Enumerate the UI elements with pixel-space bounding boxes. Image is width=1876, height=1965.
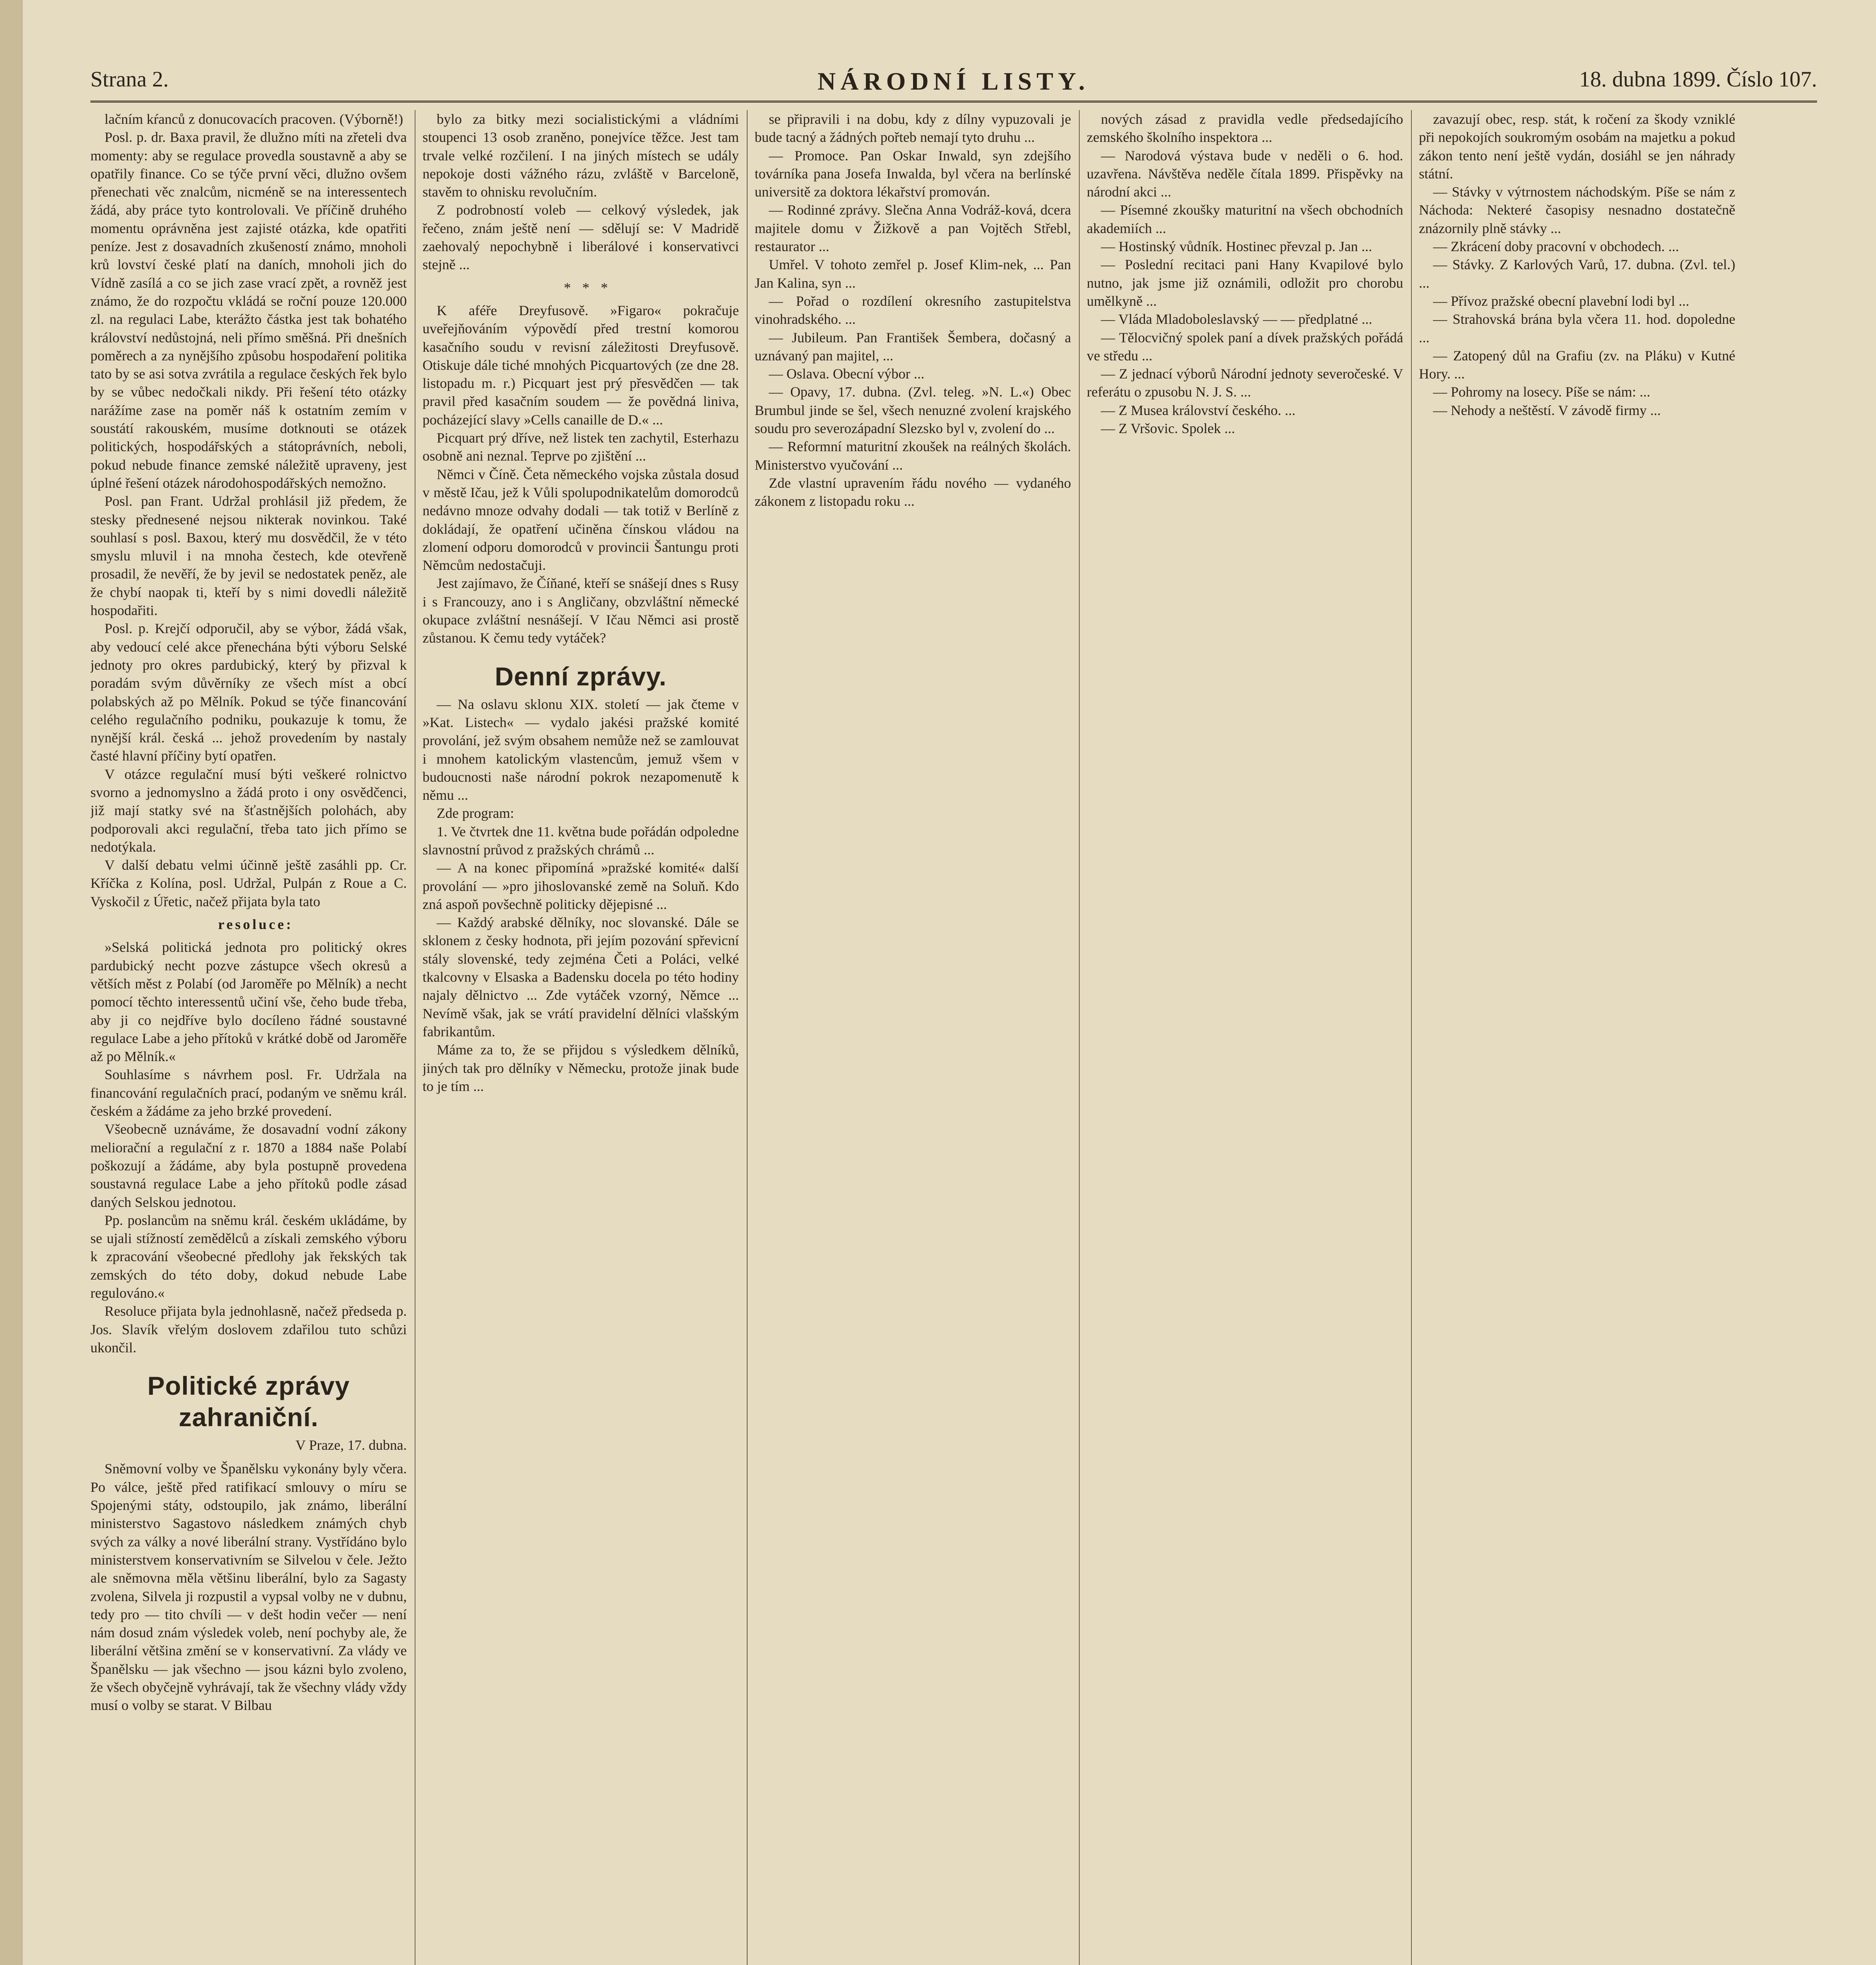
paragraph: — Opavy, 17. dubna. (Zvl. teleg. »N. L.«) Obec Brumbul jinde se šel, všech nenuzné zvolení krajského soudu pro severozápadní Slezsko byl v, zvolení do ...: [755, 384, 1071, 437]
column-1: [90, 110, 407, 1965]
paragraph: — Písemné zkoušky maturitní na všech obchodních akademiích ...: [1087, 202, 1403, 236]
paragraph: lačním kŕanců z donucovacích pracoven. (Výborně!): [105, 111, 403, 127]
paragraph: Sněmovní volby ve Španělsku vykonány byly včera. Po válce, ještě před ratifikací smlouvy o míru se Spojenými státy, odstoupilo, jak známo, liberální ministerstvo Sagastovo následkem známých chyb svých za války a nové liberální strany. Vystřídáno bylo ministerstvem konservativním se Silvelou v čele. Ježto ale sněmovna měla většinu liberální, bylo za Sagasty zvolena, Silvela ji rozpustil a vypsal volby ne v dubnu, tedy pro — tito chvíli — v dešt hodin večer — není nám dosud znám výsledek voleb, není pochyby ale, že liberální většina změní se v konservativní. Za vlády ve Španělsku — jak všechno — jsou kázni bylo zvoleno, že všech obyčejně vyhrávají, tak že všechny vlády vždy musí o volby se starat. V Bilbau: [90, 1461, 407, 1713]
paragraph: — A na konec připomíná »pražské komité« další provolání — »pro jihoslovanské země na Soluň. Kdo zná aspoň povšechně politicky dějepisné ...: [423, 860, 739, 912]
paragraph: — Přívoz pražské obecní plavební lodi byl ...: [1433, 293, 1689, 309]
paragraph: — Strahovská brána byla včera 11. hod. dopoledne ...: [1419, 311, 1735, 345]
column-4: [1087, 110, 1403, 1965]
column-divider: [1411, 110, 1412, 1965]
paragraph: Všeobecně uznáváme, že dosavadní vodní zákony meliorační a regulační z r. 1870 a 1884 naše Polabí poškozují a žádáme, aby byla postupně provedena soustavná regulace Labe a jeho přítoků podle zásad daných Selskou jednotou.: [90, 1121, 407, 1210]
page-label: Strana 2.: [90, 67, 169, 92]
column-divider: [1079, 110, 1080, 1965]
paragraph: — Vláda Mladoboleslavský — — předplatné ...: [1101, 311, 1373, 327]
section-title-foreign-politics: Politické zprávy zahraniční.: [147, 1371, 350, 1432]
paragraph: — Z Vršovic. Spolek ...: [1101, 421, 1235, 437]
paragraph: — Poslední recitaci pani Hany Kvapilové bylo nutno, jak jsme již oznámili, odložit pro chorobu umělkyně ...: [1087, 257, 1403, 309]
section-separator: * * *: [564, 279, 612, 296]
paragraph: Jest zajímavo, že Číňané, kteří se snášejí dnes s Rusy i s Francouzy, ano i s Angličany, obzvláštní německé okupace zvláštní nesnášejí. V Ičau Němci asi prostě zůstanou. K čemu tedy vytáček?: [423, 575, 739, 646]
paragraph: 1. Ve čtvrtek dne 11. května bude pořádán odpoledne slavnostní průvod z pražských chrámů ...: [423, 823, 739, 858]
header-rule: [90, 101, 1817, 103]
paragraph: — Na oslavu sklonu XIX. století — jak čteme v »Kat. Listech« — vydalo jakési pražské komité provolání, jež svým obsahem nemůže než se zamlouvat i mnohem katolickým vlastencům, jemuž všem v budoucnosti naše národní pokrok nezapomenutě k němu ...: [423, 696, 739, 803]
paragraph: — Oslava. Obecní výbor ...: [769, 366, 924, 382]
paragraph: — Tělocvičný spolek paní a dívek pražských pořádá ve středu ...: [1087, 329, 1403, 364]
paragraph: — Zkrácení doby pracovní v obchodech. ...: [1433, 239, 1679, 255]
paragraph: Souhlasíme s návrhem posl. Fr. Udržala na financování regulačních prací, podaným ve sněmu král. českém a žádáme za jeho brzké provedení.: [90, 1067, 407, 1119]
column-divider: [747, 110, 748, 1965]
paragraph: — Rodinné zprávy. Slečna Anna Vodráž-ková, dcera majitele domu v Žižkově a pan Vojtěch Střebl, restaurator ...: [755, 202, 1071, 255]
resolution-heading: resoluce:: [218, 916, 294, 933]
paragraph: — Jubileum. Pan František Šembera, dočasný a uznávaný pan majitel, ...: [755, 329, 1071, 364]
masthead-title: NÁRODNÍ LISTY.: [818, 67, 1090, 95]
dateline: V Praze, 17. dubna.: [295, 1437, 407, 1453]
paragraph: — Stávky v výtrnostem náchodským. Píše se nám z Náchoda: Nekteré časopisy nesnadno dostatečně znázornily plně stávky ...: [1419, 184, 1735, 236]
issue-info: 18. dubna 1899. Číslo 107.: [1579, 67, 1817, 92]
paragraph: Picquart prý dříve, než listek ten zachytil, Esterhazu osobně ani neznal. Teprve po zjištění ...: [423, 430, 739, 464]
paragraph: Umřel. V tohoto zemřel p. Josef Klim-nek, ... Pan Jan Kalina, syn ...: [755, 257, 1071, 291]
paragraph: — Z jednací výborů Národní jednoty severočeské. V referátu o zpusobu N. J. S. ...: [1087, 366, 1403, 400]
paragraph: — Z Musea království českého. ...: [1101, 402, 1295, 418]
paragraph: V další debatu velmi účinně ještě zasáhli pp. Cr. Kříčka z Kolína, posl. Udržal, Pulpán z Roue a C. Vyskočil z Úřetic, načež přijata byla tato: [90, 857, 407, 909]
column-3: [755, 110, 1071, 1965]
paragraph: — Promoce. Pan Oskar Inwald, syn zdejšího továrníka pana Josefa Inwalda, byl včera na berlínské universitě za doktora lékařství promován.: [755, 147, 1071, 200]
column-2: [423, 110, 739, 1965]
paragraph: — Pořad o rozdílení okresního zastupitelstva vinohradského. ...: [755, 293, 1071, 327]
paragraph: Resoluce přijata byla jednohlasně, načež předseda p. Jos. Slavík vřelým doslovem zdařilou tuto schůzi ukončil.: [90, 1303, 407, 1355]
paragraph: Zde program:: [437, 805, 514, 821]
paragraph: — Každý arabské dělníky, noc slovanské. Dále se sklonem z česky hodnota, při jejím pozování spřevicní stály slovenské, tedy zejména Četi a Poláci, velké tkalcovny v Elsaska a Badensku docela po této hodiny najaly dělnictvo ... Zde vytáček vzorný, Němce ... Nevímě však, jak se vrátí pravidelní dělníci vlašským fabrikantům.: [423, 915, 739, 1039]
paragraph: nových zásad z pravidla vedle předsedajícího zemského školního inspektora ...: [1087, 111, 1403, 145]
paragraph: zavazují obec, resp. stát, k ročení za škody vzniklé při nepokojích soukromým osobám na majetku a pokud zákon tento není ještě vydán, dosiáhl se jen náhrady státní.: [1419, 111, 1735, 182]
paragraph: — Stávky. Z Karlových Varů, 17. dubna. (Zvl. tel.) ...: [1419, 257, 1735, 291]
column-5: [1419, 110, 1735, 1965]
resolution-text: »Selská politická jednota pro politický okres pardubický necht pozve zástupce všech okresů a větších měst z Polabí (od Jaroměře po Mělník) a necht pomocí těchto interessentů učiní vše, čeho bude třeba, aby ji co nejdříve bylo docíleno řádné soustavné regulace Labe a jeho přítoků v krátké době od Jaroměře až po Mělník.«: [90, 939, 407, 1065]
paragraph: Posl. pan Frant. Udržal prohlásil již předem, že stesky přednesené nejsou nikterak novinkou. Také souhlasí s posl. Baxou, který mu dosvědčil, že v této smyslu mluvil i na mnoha čestech, kde otevřeně prosadil, že nevěří, že by jevil se nedostatek peněz, ale že chybí naopak ti, kteří by s nimi dovedli náležitě hospodařiti.: [90, 493, 407, 619]
paragraph: Z podrobností voleb — celkový výsledek, jak řečeno, znám ještě není — sdělují se: V Madridě zaehovalý nepochybně i liberálové i konservativci stejně ...: [423, 202, 739, 273]
running-header: [90, 55, 1817, 102]
paragraph: Zde vlastní upravením řádu nového — vydaného zákonem z listopadu roku ...: [755, 475, 1071, 509]
paragraph: — Reformní maturitní zkoušek na reálných školách. Ministerstvo vyučování ...: [755, 439, 1071, 473]
paragraph: Němci v Číně. Četa německého vojska zůstala dosud v městě Ičau, jež k Vůli spolupodnikatelům domorodců nedávno mnoze odvahy dodali — tak totiž v Berlíně z dokládají, že opatření učiněna čínskou vládou na zlomení odporu domorodců v provincii Šantungu proti Němcům nedostačuji.: [423, 466, 739, 573]
paragraph: Posl. p. dr. Baxa pravil, že dlužno míti na zřeteli dva momenty: aby se regulace provedla soustavně a aby se opatřily finance. Co se týče první věci, dlužno ovšem přenechati věc znalcům, nicméně se na interessentech žádá, aby práce tyto kontrolovali. Ve příčině druhého momentu oprávněna jest zajisté otázka, kde opatřiti peníze. Jest z dosavadních zkušeností známo, mnoholi krů lovství české platí na daních, mnoholi jich do Vídně zasílá a co se jich zase vrací zpět, a rovněž jest známo, že do rozpočtu vkládá se roční pouze 120.000 zl. na regulaci Labe, kterážto částka jest tak bohatého království nedůstojná, neli přímo směšná. Při dnešních poměrech a za nynějšího způsobu hospodaření politika tato by se asi sotva zvrátila a regulace českých řek bylo by se vůbec nedočkali nikdy. Při řešení této otázky narážíme zase na poměr náš k ostatním zemím v soustátí rakouském, musíme dotknouti se otázek politických, hospodářských a státoprávních, neboli, pokud nebude finance zemské náležitě upraveny, jest úplné řešení otázek národohospodářských nemožno.: [90, 129, 407, 491]
binding-edge: [0, 0, 23, 1965]
paragraph: Pp. poslancům na sněmu král. českém ukládáme, by se ujali stížností zemědělců a získali zemského výboru k zpracování všeobecné předlohy jak řekských tak zemských do této doby, dokud nebude Labe regulováno.«: [90, 1212, 407, 1301]
paragraph: Posl. p. Krejčí odporučil, aby se výbor, žádá však, aby vedoucí celé akce přenechána býti výboru Selské jednoty pro okres pardubický, který by přizval k poradám svým důvěrníky ze všech míst a obcí polabských až po Mělník. Pokud se týče financování celého regulačního podniku, poukazuje k tomu, že nynější král. česká ... jehož provedením by nastaly časté hlavní příčiny bytí opatřen.: [90, 621, 407, 764]
paragraph: Máme za to, že se přijdou s výsledkem dělníků, jiných tak pro dělníky v Německu, protože jinak bude to je tím ...: [423, 1042, 739, 1094]
paragraph: bylo za bitky mezi socialistickými a vládními stoupenci 13 osob zraněno, ponejvíce těžce. Jest tam trvale velké rozčilení. I na jiných místech se udály nepokoje dosti vážného rázu, zvláště v Barceloně, stavěm to ohnisku revolučním.: [423, 111, 739, 200]
section-title-daily-news: Denní zprávy.: [494, 661, 667, 691]
paragraph: — Narodová výstava bude v neděli o 6. hod. uzavřena. Návštěva neděle čítala 1899. Přispěvky na národní akci ...: [1087, 147, 1403, 200]
paragraph: — Nehody a neštěstí. V závodě firmy ...: [1433, 402, 1661, 418]
paragraph: se připravili i na dobu, kdy z dílny vypuzovali je bude tacný a žádných pořteb nemají tyto druhu ...: [755, 111, 1071, 145]
paragraph: — Hostinský vůdník. Hostinec převzal p. Jan ...: [1101, 239, 1372, 255]
paragraph: V otázce regulační musí býti veškeré rolnictvo svorno a jednomyslno a žádá proto i ony osvědčenci, již mají statky své na šťastnějších polohách, aby podporovali akci regulační, třeba tato jich přímo se nedotýkala.: [90, 766, 407, 855]
paragraph: — Pohromy na losecy. Píše se nám: ...: [1433, 384, 1650, 400]
paragraph: — Zatopený důl na Grafiu (zv. na Pláku) v Kutné Hory. ...: [1419, 347, 1735, 382]
paragraph: K aféře Dreyfusově. »Figaro« pokračuje uveřejňováním výpovědí před trestní komorou kasačního soudu v revisní záležitosti Dreyfusově. Otiskuje dále tiché mnohých Picquartových (ze dne 28. listopadu m. r.) Picquart jest prý přesvědčen — tak pravil před kasačním soudem — že povědná liniva, pocházející slavy »Cells canaille de D.« ...: [423, 302, 739, 428]
